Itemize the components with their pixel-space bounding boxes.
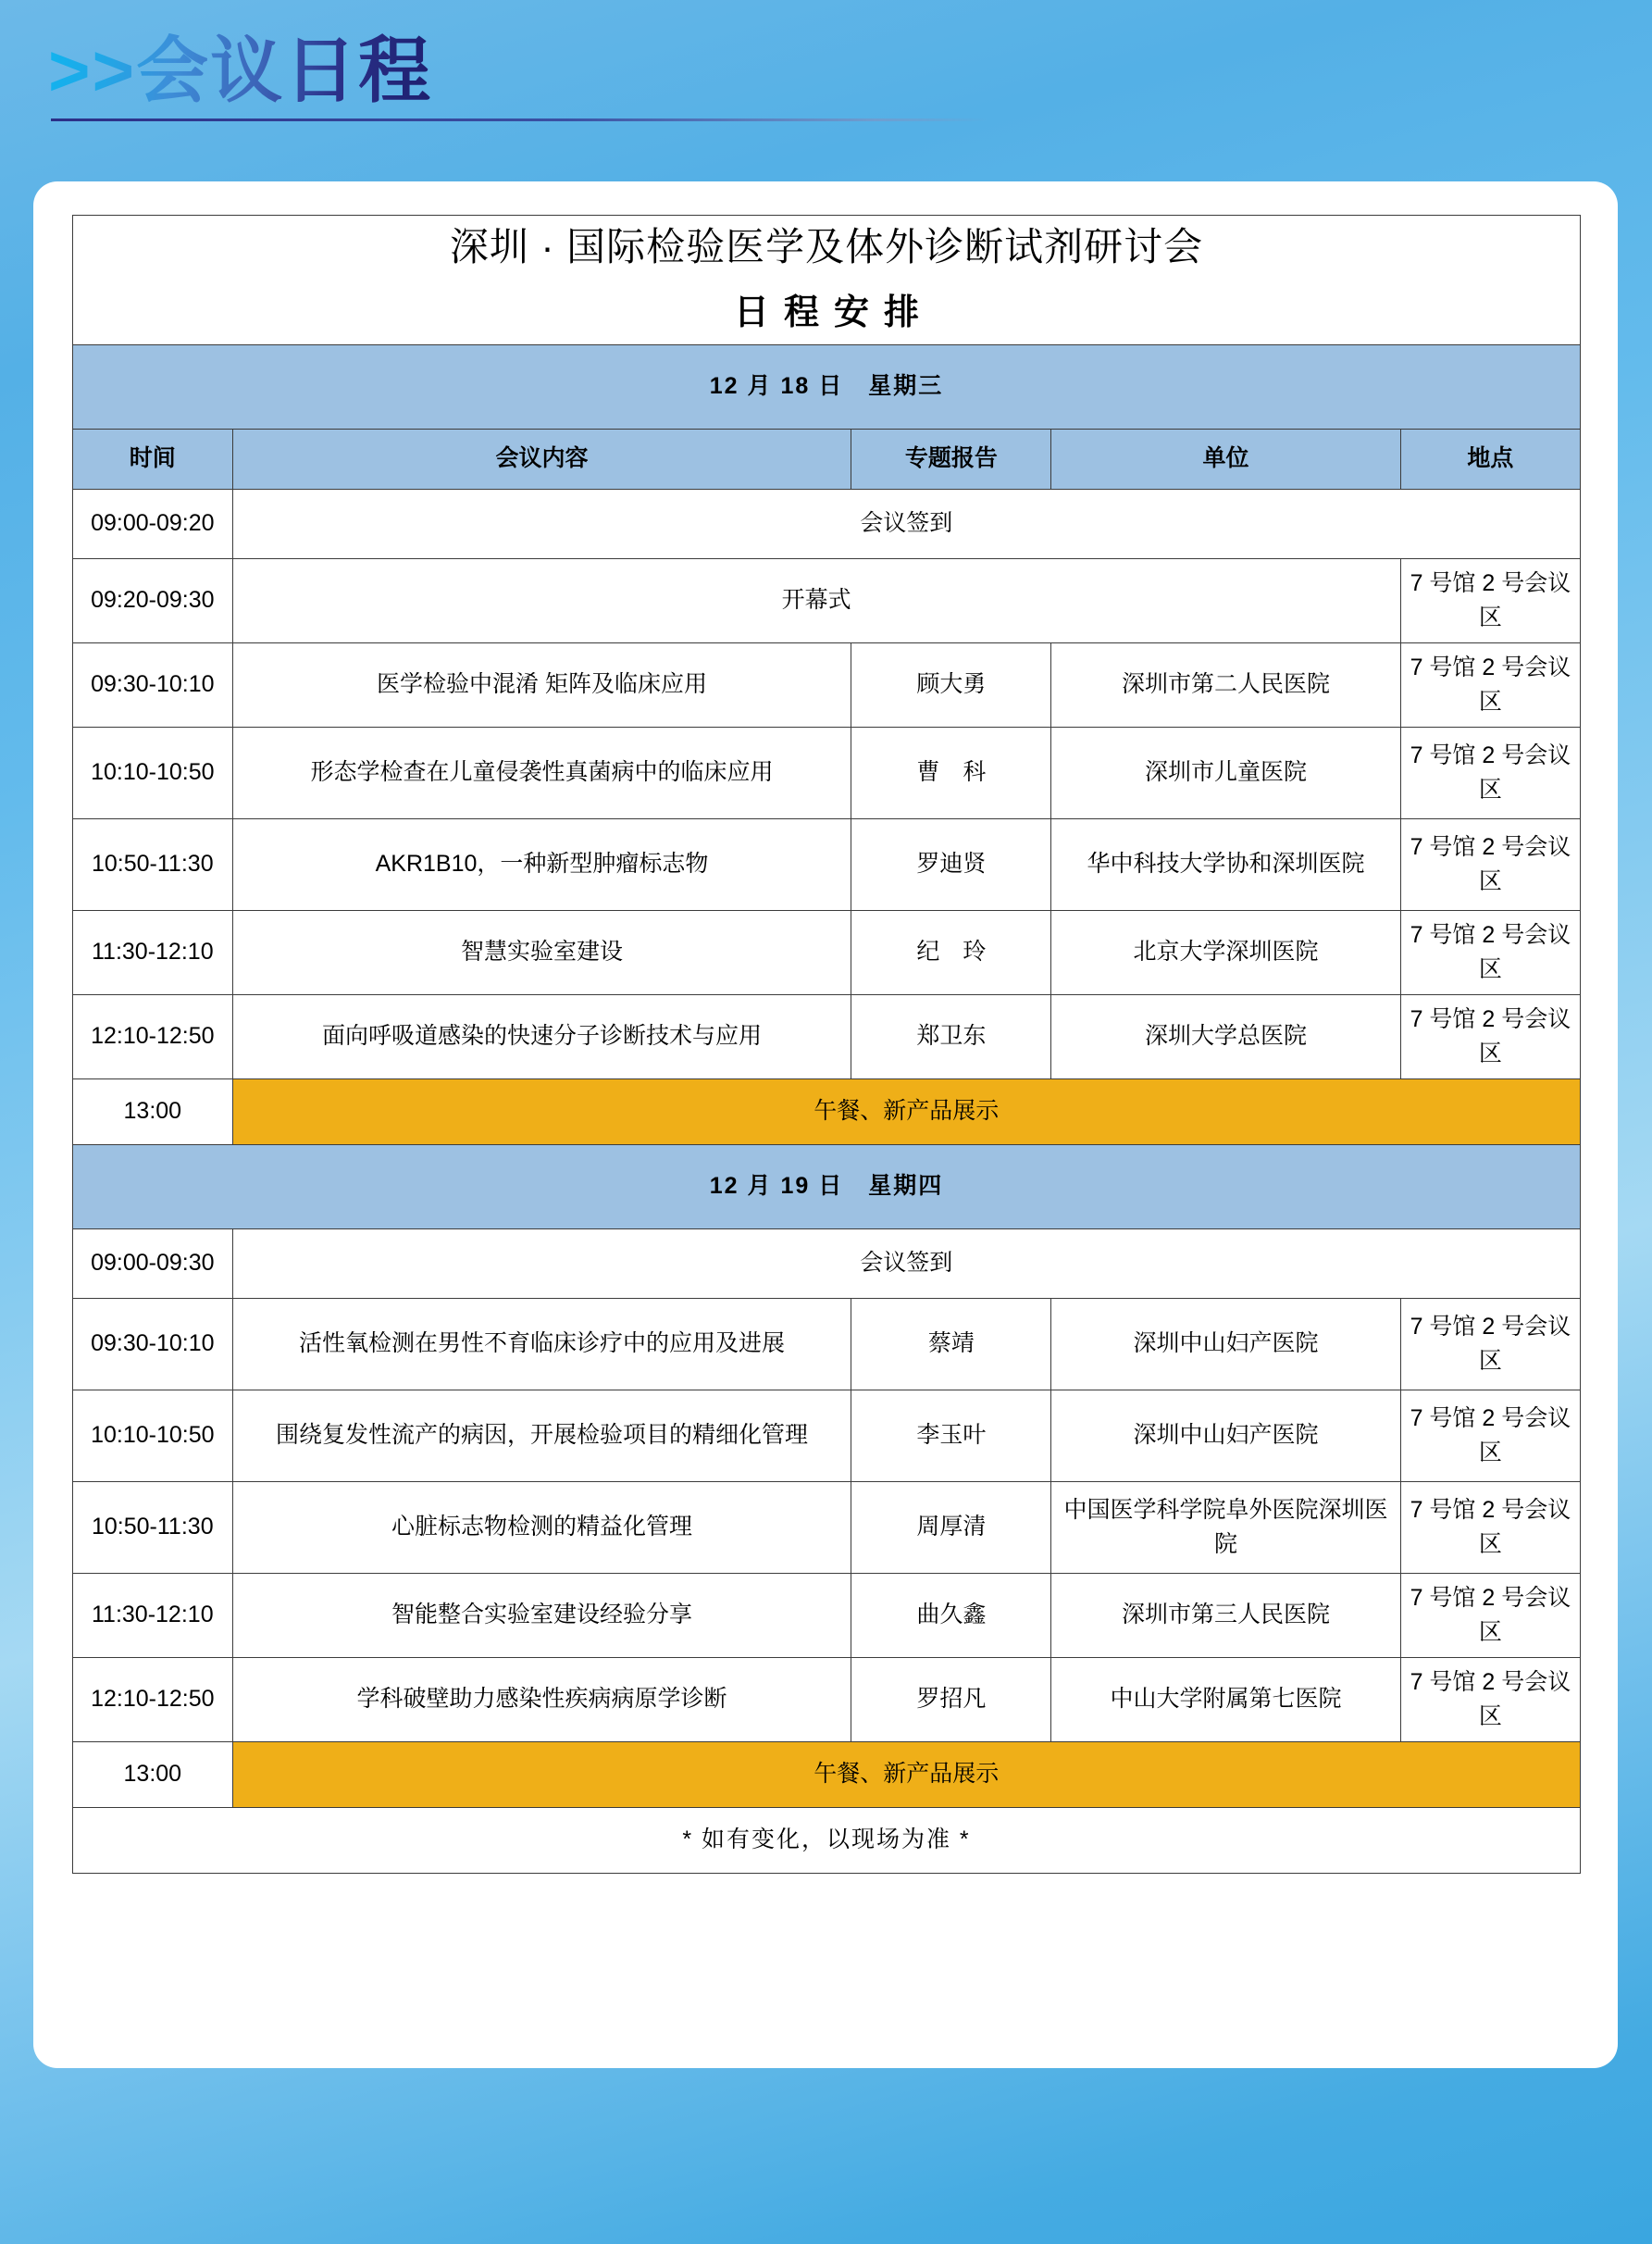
table-row (73, 489, 1581, 558)
table-row (73, 910, 1581, 994)
row-time: 11:30-12:10 (73, 910, 233, 994)
table-title-row (73, 216, 1581, 345)
row-content: 围绕复发性流产的病因，开展检验项目的精细化管理 (232, 1390, 851, 1481)
row-report: 曲久鑫 (851, 1573, 1051, 1657)
table-row (73, 818, 1581, 910)
column-header-row (73, 429, 1581, 489)
schedule-container (72, 215, 1581, 1874)
conference-subtitle: 日程安排 (733, 293, 934, 332)
row-time: 09:20-09:30 (73, 558, 233, 642)
row-place: 7 号馆 2 号会议区 (1400, 1481, 1580, 1573)
row-time: 09:00-09:30 (73, 1228, 233, 1298)
row-content: 开幕式 (232, 558, 1400, 642)
row-time: 10:50-11:30 (73, 1481, 233, 1573)
day-banner-row (73, 344, 1581, 429)
row-report: 周厚清 (851, 1481, 1051, 1573)
lunch-row (73, 1741, 1581, 1807)
row-place: 7 号馆 2 号会议区 (1400, 1657, 1580, 1741)
row-unit: 深圳市第三人民医院 (1051, 1573, 1401, 1657)
row-unit: 北京大学深圳医院 (1051, 910, 1401, 994)
column-header-time: 时间 (73, 429, 233, 489)
column-header-content: 会议内容 (232, 429, 851, 489)
row-report: 罗招凡 (851, 1657, 1051, 1741)
row-report: 曹 科 (851, 727, 1051, 818)
table-row (73, 1298, 1581, 1390)
row-content: 心脏标志物检测的精益化管理 (232, 1481, 851, 1573)
row-time: 09:00-09:20 (73, 489, 233, 558)
row-report: 蔡靖 (851, 1298, 1051, 1390)
lunch-time: 13:00 (73, 1078, 233, 1144)
row-content: 面向呼吸道感染的快速分子诊断技术与应用 (232, 994, 851, 1078)
row-content: 医学检验中混淆 矩阵及临床应用 (232, 642, 851, 727)
row-content: 活性氧检测在男性不育临床诊疗中的应用及进展 (232, 1298, 851, 1390)
row-unit: 中山大学附属第七医院 (1051, 1657, 1401, 1741)
row-time: 12:10-12:50 (73, 1657, 233, 1741)
day-banner-row (73, 1144, 1581, 1228)
conference-title: 深圳 · 国际检验医学及体外诊断试剂研讨会 (449, 225, 1204, 268)
table-row (73, 1573, 1581, 1657)
row-unit: 中国医学科学院阜外医院深圳医院 (1051, 1481, 1401, 1573)
table-row (73, 1481, 1581, 1573)
row-time: 11:30-12:10 (73, 1573, 233, 1657)
day2-banner: 12 月 19 日 星期四 (73, 1144, 1581, 1228)
row-place: 7 号馆 2 号会议区 (1400, 558, 1580, 642)
lunch-label: 午餐、新产品展示 (232, 1078, 1580, 1144)
row-place: 7 号馆 2 号会议区 (1400, 910, 1580, 994)
row-content: 形态学检查在儿童侵袭性真菌病中的临床应用 (232, 727, 851, 818)
row-place: 7 号馆 2 号会议区 (1400, 1298, 1580, 1390)
table-row (73, 1228, 1581, 1298)
row-time: 12:10-12:50 (73, 994, 233, 1078)
row-unit: 深圳市儿童医院 (1051, 727, 1401, 818)
table-title-cell (73, 216, 1581, 345)
row-time: 10:10-10:50 (73, 1390, 233, 1481)
row-report: 郑卫东 (851, 994, 1051, 1078)
row-place: 7 号馆 2 号会议区 (1400, 994, 1580, 1078)
page-title (48, 30, 433, 111)
day1-banner: 12 月 18 日 星期三 (73, 344, 1581, 429)
table-row (73, 558, 1581, 642)
column-header-unit: 单位 (1051, 429, 1401, 489)
schedule-footnote: * 如有变化，以现场为准 * (73, 1807, 1581, 1873)
table-row (73, 1390, 1581, 1481)
lunch-time: 13:00 (73, 1741, 233, 1807)
row-content: 智能整合实验室建设经验分享 (232, 1573, 851, 1657)
row-unit: 深圳大学总医院 (1051, 994, 1401, 1078)
lunch-label: 午餐、新产品展示 (232, 1741, 1580, 1807)
row-place: 7 号馆 2 号会议区 (1400, 1390, 1580, 1481)
row-unit: 深圳中山妇产医院 (1051, 1298, 1401, 1390)
row-unit: 深圳市第二人民医院 (1051, 642, 1401, 727)
row-content: 会议签到 (232, 489, 1580, 558)
row-place: 7 号馆 2 号会议区 (1400, 727, 1580, 818)
table-row (73, 994, 1581, 1078)
row-place: 7 号馆 2 号会议区 (1400, 642, 1580, 727)
table-row (73, 727, 1581, 818)
page-title-text: 会议日程 (136, 30, 433, 111)
row-time: 09:30-10:10 (73, 1298, 233, 1390)
column-header-place: 地点 (1400, 429, 1580, 489)
row-content: 学科破壁助力感染性疾病病原学诊断 (232, 1657, 851, 1741)
page-header (0, 0, 1652, 190)
row-time: 09:30-10:10 (73, 642, 233, 727)
row-content: AKR1B10，一种新型肿瘤标志物 (232, 818, 851, 910)
schedule-table (72, 215, 1581, 1874)
header-divider (51, 118, 988, 121)
column-header-report: 专题报告 (851, 429, 1051, 489)
page-title-chevrons: >> (48, 30, 137, 111)
row-content: 智慧实验室建设 (232, 910, 851, 994)
row-place: 7 号馆 2 号会议区 (1400, 1573, 1580, 1657)
footnote-row (73, 1807, 1581, 1873)
row-report: 李玉叶 (851, 1390, 1051, 1481)
row-report: 顾大勇 (851, 642, 1051, 727)
row-unit: 深圳中山妇产医院 (1051, 1390, 1401, 1481)
table-row (73, 642, 1581, 727)
row-unit: 华中科技大学协和深圳医院 (1051, 818, 1401, 910)
table-row (73, 1657, 1581, 1741)
row-report: 罗迪贤 (851, 818, 1051, 910)
row-report: 纪 玲 (851, 910, 1051, 994)
row-place: 7 号馆 2 号会议区 (1400, 818, 1580, 910)
row-time: 10:10-10:50 (73, 727, 233, 818)
row-time: 10:50-11:30 (73, 818, 233, 910)
row-content: 会议签到 (232, 1228, 1580, 1298)
lunch-row (73, 1078, 1581, 1144)
